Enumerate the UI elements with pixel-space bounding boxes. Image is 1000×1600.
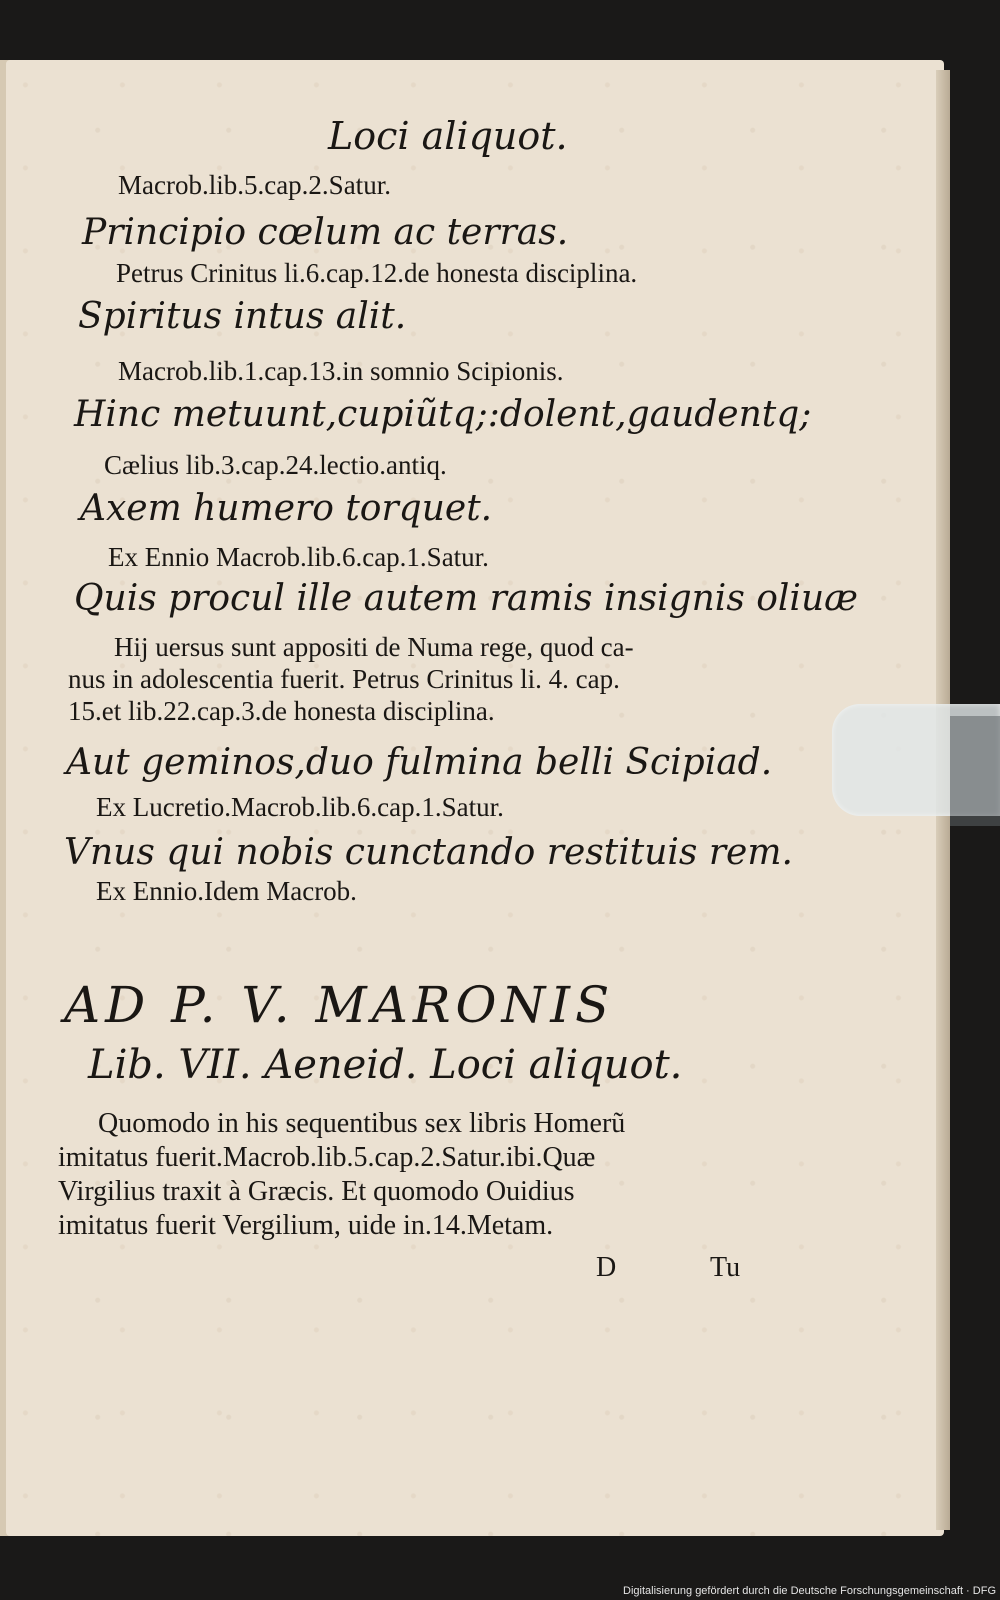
running-head: Loci aliquot.: [328, 114, 568, 158]
citation-3: Macrob.lib.1.cap.13.in somnio Scipionis.: [118, 356, 564, 386]
verse-2: Spiritus intus alit.: [78, 296, 407, 337]
signature-mark: D: [596, 1252, 617, 1283]
verse-5: Quis procul ille autem ramis insignis oliuæ: [74, 578, 858, 619]
body-line-3: Virgilius traxit à Græcis. Et quomodo Ouidius: [58, 1176, 575, 1207]
citation-4: Cælius lib.3.cap.24.lectio.antiq.: [104, 450, 447, 480]
verse-7: Vnus qui nobis cunctando restituis rem.: [64, 832, 793, 873]
citation-1: Macrob.lib.5.cap.2.Satur.: [118, 170, 391, 200]
citation-6: Ex Lucretio.Macrob.lib.6.cap.1.Satur.: [96, 792, 504, 822]
verse-4: Axem humero torquet.: [80, 488, 493, 529]
verse-1: Principio cœlum ac terras.: [82, 212, 569, 253]
citation-7: Ex Ennio.Idem Macrob.: [96, 876, 357, 906]
note-line-3: 15.et lib.22.cap.3.de honesta disciplina.: [68, 696, 495, 726]
body-line-2: imitatus fuerit.Macrob.lib.5.cap.2.Satur.ibi.Quæ: [58, 1142, 596, 1173]
verse-3: Hinc metuunt,cupiũtq;:dolent,gaudentq;: [74, 394, 812, 435]
catchword: Tu: [710, 1252, 741, 1283]
citation-5: Ex Ennio Macrob.lib.6.cap.1.Satur.: [108, 542, 489, 572]
verse-6: Aut geminos,duo fulmina belli Scipiad.: [66, 742, 773, 783]
body-line-4: imitatus fuerit Vergilium, uide in.14.Metam.: [58, 1210, 554, 1241]
digitization-credit: Digitalisierung gefördert durch die Deutsche Forschungsgemeinschaft · DFG: [623, 1585, 996, 1597]
section-heading-line-1: AD P. V. MARONIS: [64, 976, 615, 1034]
section-heading-line-2: Lib. VII. Aeneid. Loci aliquot.: [88, 1042, 683, 1088]
citation-2: Petrus Crinitus li.6.cap.12.de honesta disciplina.: [116, 258, 638, 288]
note-line-1: Hij uersus sunt appositi de Numa rege, quod ca-: [114, 632, 634, 662]
page-clip-shadow: [950, 716, 1000, 826]
note-line-2: nus in adolescentia fuerit. Petrus Crinitus li. 4. cap.: [68, 664, 620, 694]
body-line-1: Quomodo in his sequentibus sex libris Homerũ: [98, 1108, 626, 1139]
